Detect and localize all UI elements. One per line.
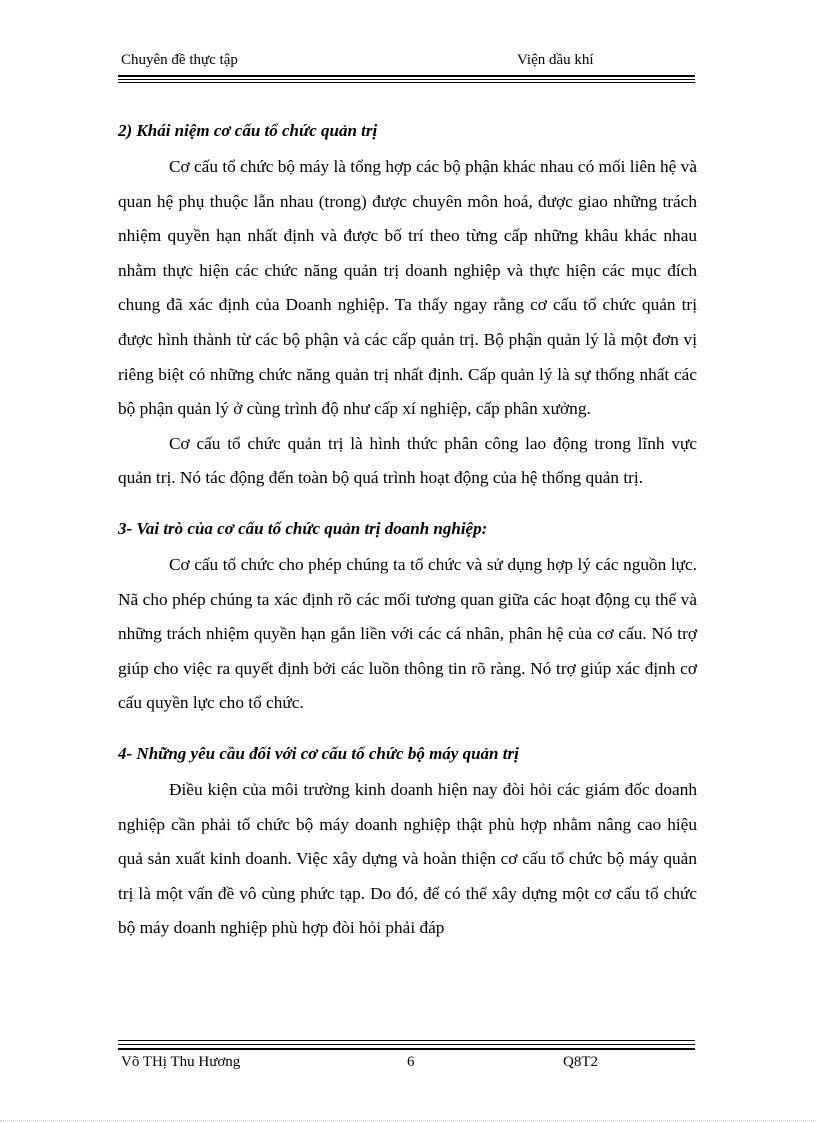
header-left-title: Chuyên đề thực tập [121, 52, 238, 68]
section-heading: 2) Khái niệm cơ cấu tổ chức quản trị [118, 121, 378, 140]
document-body [118, 112, 697, 946]
paragraph: Cơ cấu tổ chức bộ máy là tổng hợp các bộ phận khác nhau có mối liên hệ và quan hệ phụ thuộc lẫn nhau (trong) được chuyên môn hoá, được giao những trách nhiệm quyền hạn nhất định và được bố trí theo từng cấp những khâu khác nhau nhằm thực hiện các chức năng quản trị doanh nghiệp và thực hiện các mục đích chung đã xác định của Doanh nghiệp. Ta thấy ngay rằng cơ cấu tổ chức quản trị được hình thành từ các bộ phận và các cấp quản trị. Bộ phận quản lý là một đơn vị riêng biệt có những chức năng quản trị nhất định. Cấp quản lý là sự thống nhất các bộ phận quản lý ở cùng trình độ như cấp xí nghiệp, cấp phân xưởng. [118, 157, 697, 419]
footer-rule [118, 1048, 695, 1050]
header-rule [118, 79, 695, 80]
footer-rule [118, 1040, 695, 1041]
paragraph: Cơ cấu tổ chức cho phép chúng ta tổ chức và sử dụng hợp lý các nguồn lực. Nã cho phép chúng ta xác định rõ các mối tương quan giữa các hoạt động cụ thể và những trách nhiệm quyền hạn gắn liền với các cá nhân, phân hệ của cơ cấu. Nó trợ giúp cho việc ra quyết định bởi các luồn thông tin rõ ràng. Nó trợ giúp xác định cơ cấu quyền lực cho tổ chức. [118, 554, 697, 713]
page-edge [0, 1120, 816, 1121]
section-heading: 4- Những yêu cầu đối với cơ cấu tổ chức bộ máy quản trị [118, 743, 519, 763]
header-right-title: Viện dầu khí [517, 52, 594, 68]
section-heading: 3- Vai trò của cơ cấu tổ chức quản trị doanh nghiệp: [118, 518, 488, 538]
paragraph: Cơ cấu tổ chức quản trị là hình thức phân công lao động trong lĩnh vực quản trị. Nó tác động đến toàn bộ quá trình hoạt động của hệ thống quản trị. [118, 433, 697, 488]
paragraph: Điều kiện của môi trường kinh doanh hiện nay đòi hỏi các giám đốc doanh nghiệp cần phải tổ chức bộ máy doanh nghiệp thật phù hợp nhằm nâng cao hiệu quả sản xuất kinh doanh. Việc xây dựng và hoàn thiện cơ cấu tổ chức bộ máy quản trị là một vấn đề vô cùng phức tạp. Do đó, để có thể xây dựng một cơ cấu tổ chức bộ máy doanh nghiệp phù hợp đòi hỏi phải đáp [118, 779, 697, 938]
footer-author: Võ THị Thu Hương [121, 1054, 241, 1070]
header-rule [118, 82, 695, 83]
footer-class-code: Q8T2 [563, 1054, 598, 1070]
footer-rule [118, 1044, 695, 1045]
header-rule [118, 75, 695, 77]
page-number: 6 [407, 1054, 415, 1070]
